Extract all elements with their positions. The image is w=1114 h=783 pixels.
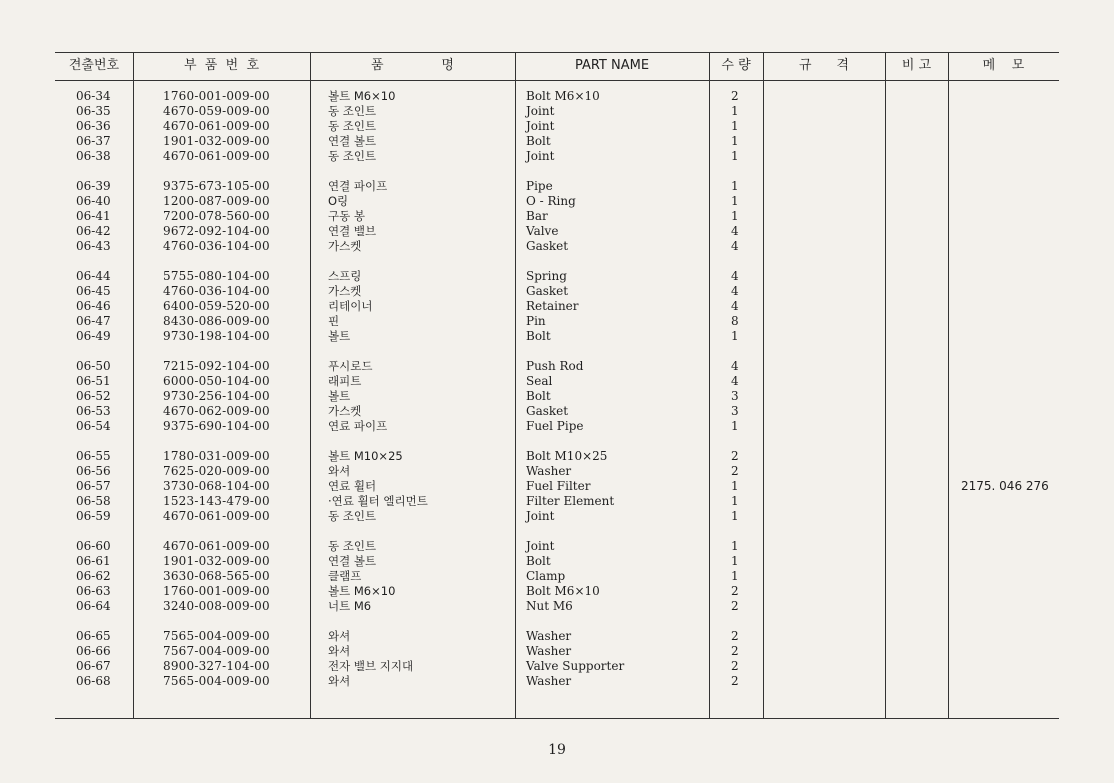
table-row (55, 599, 1059, 614)
header-item-no: 견출번호 (68, 58, 120, 73)
quantity: 1 (731, 479, 739, 493)
quantity: 1 (731, 494, 739, 508)
quantity: 2 (731, 644, 739, 658)
item-number: 06-42 (76, 224, 111, 238)
korean-name: 와셔 (328, 464, 351, 478)
item-number: 06-36 (76, 119, 111, 133)
korean-name: 동 조인트 (328, 149, 377, 163)
part-name: Gasket (526, 284, 569, 298)
header-part-number: 부 품 번 호 (183, 58, 260, 73)
quantity: 3 (731, 404, 739, 418)
item-number: 06-55 (76, 449, 111, 463)
quantity: 1 (731, 134, 739, 148)
item-number: 06-51 (76, 374, 111, 388)
part-number: 8900-327-104-00 (163, 659, 270, 673)
item-number: 06-54 (76, 419, 111, 433)
item-number: 06-35 (76, 104, 111, 118)
part-name: Filter Element (526, 494, 615, 508)
part-name: Valve (526, 224, 559, 238)
table-row (55, 584, 1059, 599)
quantity: 2 (731, 464, 739, 478)
header-korean-name: 품 명 (371, 58, 454, 73)
part-number: 1760-001-009-00 (163, 584, 270, 598)
korean-name: 구동 봉 (328, 209, 365, 223)
item-number: 06-56 (76, 464, 111, 478)
quantity: 1 (731, 554, 739, 568)
table-row (55, 209, 1059, 224)
part-number: 4670-059-009-00 (163, 104, 270, 118)
item-number: 06-52 (76, 389, 111, 403)
quantity: 1 (731, 539, 739, 553)
part-name: Fuel Pipe (526, 419, 584, 433)
part-number: 1901-032-009-00 (163, 554, 270, 568)
part-name: Bolt M6×10 (526, 89, 600, 103)
table-row (55, 134, 1059, 149)
table-bottom-border (55, 718, 1059, 719)
quantity: 4 (731, 269, 739, 283)
part-number: 7200-078-560-00 (163, 209, 270, 223)
table-row (55, 659, 1059, 674)
table-row (55, 569, 1059, 584)
part-name: Joint (526, 104, 555, 118)
part-number: 9375-673-105-00 (163, 179, 270, 193)
item-number: 06-61 (76, 554, 111, 568)
header-bottom-border (55, 80, 1059, 81)
quantity: 4 (731, 359, 739, 373)
part-number: 4670-061-009-00 (163, 509, 270, 523)
quantity: 4 (731, 239, 739, 253)
table-row (55, 629, 1059, 644)
item-number: 06-38 (76, 149, 111, 163)
table-row (55, 239, 1059, 254)
group-spacer (55, 524, 1059, 539)
korean-name: 동 조인트 (328, 119, 377, 133)
quantity: 3 (731, 389, 739, 403)
korean-name: 볼트 M10×25 (328, 449, 403, 463)
quantity: 4 (731, 224, 739, 238)
header-memo: 메 모 (982, 58, 1025, 73)
table-row (55, 464, 1059, 479)
part-number: 4670-061-009-00 (163, 539, 270, 553)
table-row (55, 194, 1059, 209)
item-number: 06-53 (76, 404, 111, 418)
quantity: 1 (731, 509, 739, 523)
korean-name: 가스켓 (328, 284, 362, 298)
quantity: 2 (731, 449, 739, 463)
item-number: 06-34 (76, 89, 111, 103)
korean-name: 너트 M6 (328, 599, 372, 613)
table-row (55, 509, 1059, 524)
part-name: Retainer (526, 299, 579, 313)
korean-name: 와셔 (328, 644, 351, 658)
item-number: 06-43 (76, 239, 111, 253)
korean-name: 가스켓 (328, 404, 362, 418)
item-number: 06-44 (76, 269, 111, 283)
korean-name: 동 조인트 (328, 104, 377, 118)
part-number: 1901-032-009-00 (163, 134, 270, 148)
korean-name: 가스켓 (328, 239, 362, 253)
part-number: 9730-198-104-00 (163, 329, 270, 343)
item-number: 06-65 (76, 629, 111, 643)
quantity: 2 (731, 584, 739, 598)
item-number: 06-57 (76, 479, 111, 493)
quantity: 4 (731, 284, 739, 298)
part-name: Bolt M6×10 (526, 584, 600, 598)
part-number: 7565-004-009-00 (163, 674, 270, 688)
quantity: 1 (731, 149, 739, 163)
item-number: 06-63 (76, 584, 111, 598)
memo-note: 2175. 046 276 (961, 479, 1049, 493)
part-name: Gasket (526, 404, 569, 418)
item-number: 06-64 (76, 599, 111, 613)
group-spacer (55, 164, 1059, 179)
part-name: Bar (526, 209, 548, 223)
quantity: 2 (731, 659, 739, 673)
item-number: 06-37 (76, 134, 111, 148)
table-row (55, 374, 1059, 389)
part-number: 3730-068-104-00 (163, 479, 270, 493)
group-spacer (55, 614, 1059, 629)
part-number: 7567-004-009-00 (163, 644, 270, 658)
part-number: 1760-001-009-00 (163, 89, 270, 103)
korean-name: 전자 밸브 지지대 (328, 659, 414, 673)
part-name: Bolt M10×25 (526, 449, 608, 463)
part-name: Fuel Filter (526, 479, 591, 493)
table-row (55, 329, 1059, 344)
korean-name: 핀 (328, 314, 340, 328)
korean-name: ·연료 휠터 엘리먼트 (328, 494, 428, 508)
item-number: 06-46 (76, 299, 111, 313)
part-number: 1200-087-009-00 (163, 194, 270, 208)
korean-name: 연결 볼트 (328, 134, 377, 148)
table-row (55, 119, 1059, 134)
korean-name: 스프링 (328, 269, 362, 283)
part-number: 7625-020-009-00 (163, 464, 270, 478)
item-number: 06-50 (76, 359, 111, 373)
parts-table (55, 52, 1059, 719)
table-row (55, 149, 1059, 164)
table-row (55, 299, 1059, 314)
part-name: Washer (526, 464, 572, 478)
part-name: Washer (526, 674, 572, 688)
item-number: 06-40 (76, 194, 111, 208)
header-remarks: 비 고 (901, 58, 932, 73)
part-name: Bolt (526, 554, 551, 568)
item-number: 06-68 (76, 674, 111, 688)
korean-name: 동 조인트 (328, 539, 377, 553)
part-name: Bolt (526, 389, 551, 403)
part-number: 4670-061-009-00 (163, 149, 270, 163)
part-name: Nut M6 (526, 599, 573, 613)
part-number: 5755-080-104-00 (163, 269, 270, 283)
quantity: 1 (731, 209, 739, 223)
quantity: 1 (731, 179, 739, 193)
item-number: 06-62 (76, 569, 111, 583)
quantity: 4 (731, 299, 739, 313)
table-row (55, 284, 1059, 299)
part-name: Pin (526, 314, 546, 328)
page-number: 19 (548, 742, 566, 758)
korean-name: 리테이너 (328, 299, 373, 313)
part-name: Washer (526, 629, 572, 643)
item-number: 06-66 (76, 644, 111, 658)
part-name: Joint (526, 539, 555, 553)
korean-name: O링 (328, 194, 349, 208)
item-number: 06-41 (76, 209, 111, 223)
item-number: 06-60 (76, 539, 111, 553)
quantity: 1 (731, 194, 739, 208)
part-number: 3630-068-565-00 (163, 569, 270, 583)
quantity: 1 (731, 104, 739, 118)
table-row (55, 179, 1059, 194)
korean-name: 볼트 (328, 329, 351, 343)
quantity: 1 (731, 119, 739, 133)
part-name: O - Ring (526, 194, 576, 208)
part-number: 4760-036-104-00 (163, 284, 270, 298)
table-body (55, 89, 1059, 689)
table-row (55, 479, 1059, 494)
korean-name: 동 조인트 (328, 509, 377, 523)
table-row (55, 404, 1059, 419)
part-number: 9730-256-104-00 (163, 389, 270, 403)
part-name: Bolt (526, 134, 551, 148)
table-row (55, 539, 1059, 554)
part-number: 1523-143-479-00 (163, 494, 270, 508)
korean-name: 연결 파이프 (328, 179, 388, 193)
table-row (55, 554, 1059, 569)
quantity: 2 (731, 89, 739, 103)
item-number: 06-67 (76, 659, 111, 673)
table-row (55, 449, 1059, 464)
part-number: 9672-092-104-00 (163, 224, 270, 238)
part-number: 7215-092-104-00 (163, 359, 270, 373)
quantity: 1 (731, 329, 739, 343)
quantity: 2 (731, 629, 739, 643)
part-number: 4760-036-104-00 (163, 239, 270, 253)
part-number: 4670-061-009-00 (163, 119, 270, 133)
table-row (55, 644, 1059, 659)
part-name: Clamp (526, 569, 566, 583)
part-name: Pipe (526, 179, 553, 193)
table-row (55, 104, 1059, 119)
part-number: 6000-050-104-00 (163, 374, 270, 388)
item-number: 06-49 (76, 329, 111, 343)
part-name: Washer (526, 644, 572, 658)
quantity: 1 (731, 419, 739, 433)
part-name: Push Rod (526, 359, 584, 373)
korean-name: 볼트 (328, 389, 351, 403)
table-row (55, 359, 1059, 374)
korean-name: 푸시로드 (328, 359, 373, 373)
korean-name: 래피트 (328, 374, 362, 388)
table-row (55, 494, 1059, 509)
table-row (55, 419, 1059, 434)
korean-name: 연결 밸브 (328, 224, 377, 238)
quantity: 1 (731, 569, 739, 583)
header-quantity: 수 량 (721, 58, 751, 73)
part-name: Seal (526, 374, 553, 388)
part-name: Bolt (526, 329, 551, 343)
korean-name: 와셔 (328, 674, 351, 688)
table-row (55, 224, 1059, 239)
part-name: Spring (526, 269, 567, 283)
korean-name: 볼트 M6×10 (328, 89, 396, 103)
table-row (55, 314, 1059, 329)
table-row (55, 89, 1059, 104)
korean-name: 연료 휠터 (328, 479, 377, 493)
item-number: 06-39 (76, 179, 111, 193)
part-number: 9375-690-104-00 (163, 419, 270, 433)
group-spacer (55, 434, 1059, 449)
korean-name: 연료 파이프 (328, 419, 388, 433)
table-row (55, 269, 1059, 284)
part-number: 4670-062-009-00 (163, 404, 270, 418)
part-name: Joint (526, 119, 555, 133)
quantity: 4 (731, 374, 739, 388)
quantity: 8 (731, 314, 739, 328)
group-spacer (55, 344, 1059, 359)
part-number: 3240-008-009-00 (163, 599, 270, 613)
korean-name: 와셔 (328, 629, 351, 643)
quantity: 2 (731, 674, 739, 688)
korean-name: 연결 볼트 (328, 554, 377, 568)
quantity: 2 (731, 599, 739, 613)
part-name: Joint (526, 149, 555, 163)
part-name: Valve Supporter (526, 659, 625, 673)
part-name: Gasket (526, 239, 569, 253)
part-number: 8430-086-009-00 (163, 314, 270, 328)
item-number: 06-47 (76, 314, 111, 328)
part-name: Joint (526, 509, 555, 523)
group-spacer (55, 254, 1059, 269)
part-number: 1780-031-009-00 (163, 449, 270, 463)
item-number: 06-45 (76, 284, 111, 298)
korean-name: 클램프 (328, 569, 362, 583)
korean-name: 볼트 M6×10 (328, 584, 396, 598)
header-specification: 규 격 (799, 58, 849, 73)
item-number: 06-58 (76, 494, 111, 508)
table-row (55, 674, 1059, 689)
part-number: 6400-059-520-00 (163, 299, 270, 313)
part-number: 7565-004-009-00 (163, 629, 270, 643)
item-number: 06-59 (76, 509, 111, 523)
header-part-name: PART NAME (574, 58, 650, 73)
table-row (55, 389, 1059, 404)
